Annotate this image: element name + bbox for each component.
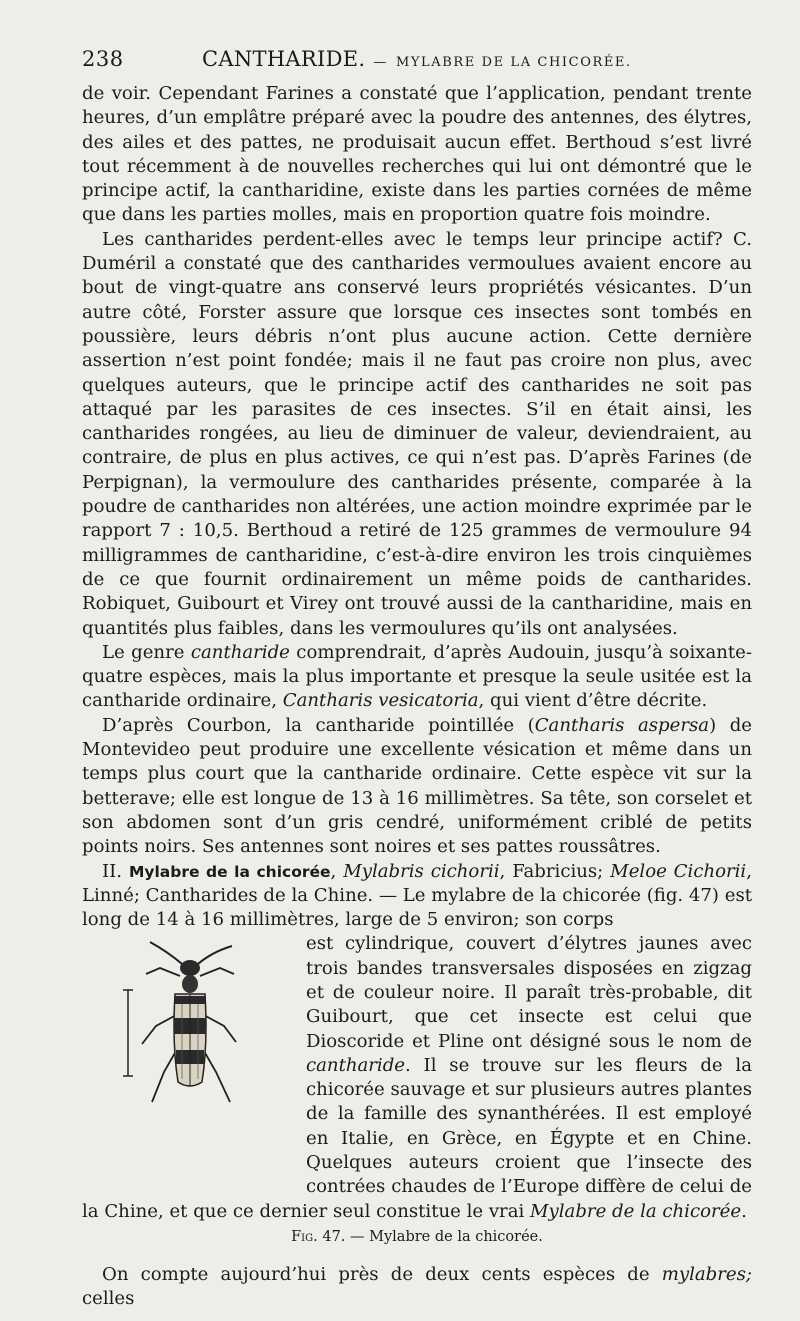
paragraph-mylabre [82, 860, 752, 933]
page-number: 238 [82, 47, 124, 71]
text-run: D’après Courbon, la cantharide pointillée ( [102, 714, 535, 736]
header-separator: — [373, 55, 388, 70]
running-header [82, 44, 752, 78]
paragraph-mylabre-wrap [82, 932, 752, 1224]
text-run: , qui vient d’être décrite. [478, 690, 708, 712]
italic-term: mylabres; [661, 1263, 752, 1285]
italic-term: Meloe Cichorii [610, 860, 747, 882]
text-run: , Fabricius; [499, 860, 611, 882]
italic-term: cantharide [306, 1054, 406, 1076]
text-run: celles [82, 1288, 135, 1310]
text-run: . Il se trouve sur les fleurs de la chicorée sauvage et sur plusieurs autres plantes de la famille des synanthérées. Il est employé en Italie, en Grèce, en Égypte et en Chine. Quelques auteurs croient que l’insecte des contrées chaudes de l’Europe diffère de celui de la Chine, et que ce dernier seul constitue le vrai [82, 1054, 752, 1222]
text-run: Le genre [102, 641, 191, 663]
italic-term: Mylabris cichorii [343, 860, 500, 882]
paragraph-genre [82, 641, 752, 714]
header-subtitle: MYLABRE DE LA CHICORÉE. [395, 55, 632, 70]
paragraph-continuation: de voir. Cependant Farines a constaté que l’application, pendant trente heures, d’un emplâtre préparé avec la poudre des antennes, des élytres, des ailes et des pattes, ne produisait aucun effet. Berthoud s’est livré tout récemment à de nouvelles recherches qui lui ont démontré que le principe actif, la cantharidine, existe dans les parties cornées de même que dans les parties molles, mais en proportion quatre fois moindre. [82, 83, 752, 226]
paragraph-mylabres-count [82, 1263, 752, 1312]
section-heading: Mylabre de la chicorée [128, 862, 331, 881]
paragraph-courbon [82, 714, 752, 860]
text-run: , Linné; Cantharides de la Chine. — Le mylabre de la chicorée (fig. 47) est long de 14 à 16 millimètres, large de 5 environ; son corps [82, 860, 752, 931]
italic-term: Cantharis vesicatoria [282, 690, 479, 712]
text-run: , [330, 860, 344, 882]
text-run: comprendrait, d’après Audouin, jusqu’à soixante-quatre espèces, mais la plus importante et presque la seule usitée est la cantharide ordinaire, [82, 641, 753, 712]
section-number: II. [102, 860, 129, 882]
text-run: . [741, 1200, 747, 1222]
italic-term: Cantharis aspersa [534, 714, 710, 736]
figure-caption [82, 1228, 752, 1247]
header-title: CANTHARIDE. [202, 47, 366, 71]
figure-47 [100, 934, 292, 1194]
beetle-illustration-icon [120, 934, 260, 1114]
text-run: On compte aujourd’hui près de deux cents espèces de [102, 1263, 662, 1285]
italic-term: Mylabre de la chicorée [530, 1200, 742, 1222]
paragraph-vermoulure: Les cantharides perdent-elles avec le temps leur principe actif? C. Duméril a constaté que des cantharides vermoulues avaient encore au bout de vingt-quatre ans conservé leurs propriétés vésicantes. D’un autre côté, Forster assure que lorsque ces insectes sont tombés en poussière, leurs débris n’ont plus aucune action. Cette dernière assertion n’est point fondée; mais il ne faut pas croire non plus, avec quelques auteurs, que le principe actif des cantharides ne soit pas attaqué par les parasites de ces insectes. S’il en était ainsi, les cantharides rongées, au lieu de diminuer de valeur, deviendraient, au contraire, de plus en plus actives, ce qui n’est pas. D’après Farines (de Perpignan), la vermoulure des cantharides présente, comparée à la poudre de cantharides non altérées, une action moindre exprimée par le rapport 7 : 10,5. Berthoud a retiré de 125 grammes de vermoulure 94 milligrammes de cantharidine, c’est-à-dire environ les trois cinquièmes de ce que fournit ordinairement un même poids de cantharides. Robiquet, Guibourt et Virey ont trouvé aussi de la cantharidine, mais en quantités plus faibles, dans les vermoulures qu’ils ont analysées. [82, 228, 752, 639]
text-run: est cylindrique, couvert d’élytres jaunes avec trois bandes transversales disposées en zigzag et de couleur noire. Il paraît très-probable, dit Guibourt, que cet insecte est celui que Dioscoride et Pline ont désigné sous le nom de [306, 933, 752, 1052]
figure-caption-text: — Mylabre de la chicorée. [350, 1228, 543, 1245]
italic-term: cantharide [190, 641, 290, 663]
figure-label: Fig. 47. [291, 1228, 346, 1245]
text-run: ) de Montevideo peut produire une excellente vésication et même dans un temps plus court que la cantharide ordinaire. Cette espèce vit sur la betterave; elle est longue de 13 à 16 millimètres. Sa tête, son corselet et son abdomen sont d’un gris cendré, uniformément criblé de petits points noirs. Ses antennes sont noires et ses pattes roussâtres. [82, 714, 753, 858]
